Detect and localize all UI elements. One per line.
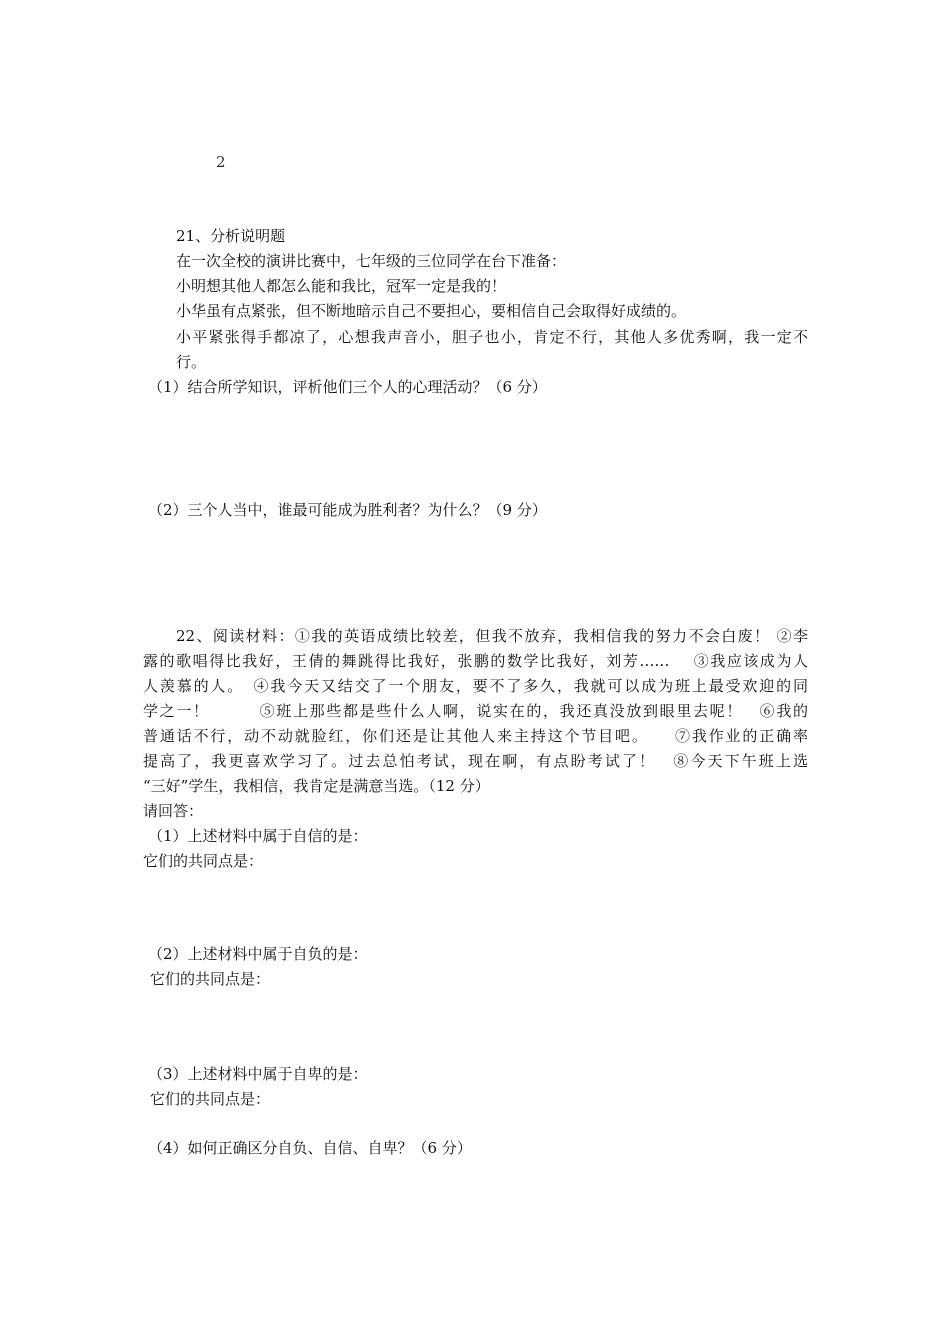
q22-material-line4: 学之一！ ⑤班上那些都是些什么人啊，说实在的，我还真没放到眼里去呢！ ⑥我的 xyxy=(143,702,808,720)
q22-subquestion-4: （4）如何正确区分自负、自信、自卑？（6 分） xyxy=(148,1139,472,1157)
q21-xiaoping-line2: 行。 xyxy=(176,353,207,371)
q21-intro: 在一次全校的演讲比赛中，七年级的三位同学在台下准备： xyxy=(176,252,567,270)
q22-subquestion-1: （1）上述材料中属于自信的是： xyxy=(148,827,368,845)
q22-prompt: 请回答： xyxy=(143,802,204,820)
q21-subquestion-2: （2）三个人当中，谁最可能成为胜利者？为什么？（9 分） xyxy=(148,501,547,519)
q22-material-line6: 提高了，我更喜欢学习了。过去总怕考试，现在啊，有点盼考试了！ ⑧今天下午班上选 xyxy=(143,752,808,770)
page-number: 2 xyxy=(216,153,226,171)
q22-material-line5: 普通话不行，动不动就脸红，你们还是让其他人来主持这个节目吧。 ⑦我作业的正确率 xyxy=(143,727,808,745)
q22-subquestion-1-common: 它们的共同点是： xyxy=(143,852,264,870)
q22-material-line1: 22、阅读材料：①我的英语成绩比较差，但我不放弃，我相信我的努力不会白废！ ②李 xyxy=(176,627,808,645)
q22-subquestion-3: （3）上述材料中属于自卑的是： xyxy=(148,1065,368,1083)
q21-xiaoping-line1: 小平紧张得手都凉了，心想我声音小，胆子也小，肯定不行，其他人多优秀啊，我一定不 xyxy=(176,328,808,346)
q21-xiaoming: 小明想其他人都怎么能和我比，冠军一定是我的！ xyxy=(176,277,507,295)
q22-material-line2: 露的歌唱得比我好，王倩的舞跳得比我好，张鹏的数学比我好，刘芳…… ③我应该成为人 xyxy=(143,652,808,670)
q22-subquestion-2: （2）上述材料中属于自负的是： xyxy=(148,945,368,963)
q22-material-line3: 人羡慕的人。 ④我今天又结交了一个朋友，要不了多久，我就可以成为班上最受欢迎的同 xyxy=(143,677,808,695)
q21-xiaohua: 小华虽有点紧张，但不断地暗示自己不要担心，要相信自己会取得好成绩的。 xyxy=(176,302,687,320)
q21-title: 21、分析说明题 xyxy=(176,227,286,245)
q22-subquestion-2-common: 它们的共同点是： xyxy=(150,970,271,988)
q22-subquestion-3-common: 它们的共同点是： xyxy=(150,1090,271,1108)
q22-material-line7: “三好”学生，我相信，我肯定是满意当选。（12 分） xyxy=(143,777,490,795)
q21-subquestion-1: （1）结合所学知识，评析他们三个人的心理活动？（6 分） xyxy=(148,378,547,396)
